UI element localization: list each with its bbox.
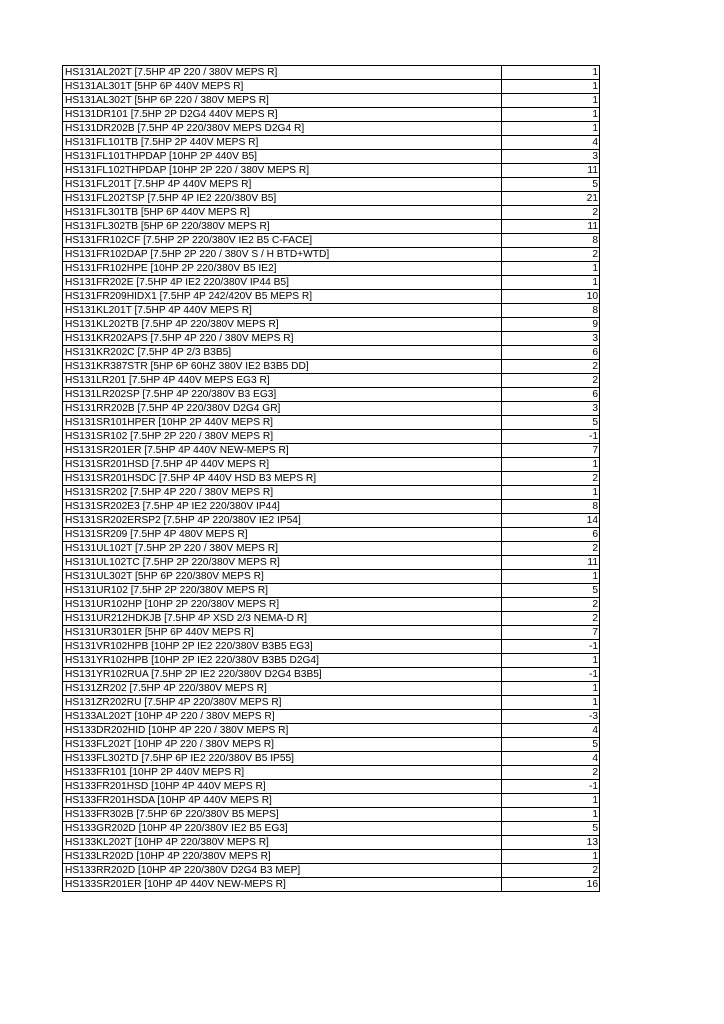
item-description-cell: HS131KR202APS [7.5HP 4P 220 / 380V MEPS R] [63,332,502,346]
item-description-cell: HS131FL201T [7.5HP 4P 440V MEPS R] [63,178,502,192]
table-row [63,696,600,710]
table-row [63,836,600,850]
item-description-cell: HS131DR101 [7.5HP 2P D2G4 440V MEPS R] [63,108,502,122]
item-description-cell: HS131AL202T [7.5HP 4P 220 / 380V MEPS R] [63,66,502,80]
quantity-cell: 8 [502,500,600,514]
table-row [63,528,600,542]
table-row [63,276,600,290]
item-description-cell: HS131KR202C [7.5HP 4P 2/3 B3B5] [63,346,502,360]
table-row [63,178,600,192]
quantity-cell: 1 [502,108,600,122]
quantity-cell: 3 [502,402,600,416]
quantity-cell: 13 [502,836,600,850]
table-row [63,66,600,80]
item-description-cell: HS131SR202 [7.5HP 4P 220 / 380V MEPS R] [63,486,502,500]
table-row [63,598,600,612]
table-row [63,584,600,598]
quantity-cell: 1 [502,570,600,584]
table-row [63,710,600,724]
item-description-cell: HS131SR209 [7.5HP 4P 480V MEPS R] [63,528,502,542]
table-row [63,808,600,822]
quantity-cell: 5 [502,738,600,752]
table-row [63,220,600,234]
quantity-cell: -1 [502,640,600,654]
quantity-cell: 1 [502,122,600,136]
quantity-cell: 2 [502,374,600,388]
item-description-cell: HS133SR201ER [10HP 4P 440V NEW-MEPS R] [63,878,502,892]
item-description-cell: HS131SR201HSDC [7.5HP 4P 440V HSD B3 MEPS R] [63,472,502,486]
table-row [63,752,600,766]
item-description-cell: HS131UR102HP [10HP 2P 220/380V MEPS R] [63,598,502,612]
item-description-cell: HS131SR201HSD [7.5HP 4P 440V MEPS R] [63,458,502,472]
item-description-cell: HS131KL202TB [7.5HP 4P 220/380V MEPS R] [63,318,502,332]
quantity-cell: 11 [502,220,600,234]
table-row [63,514,600,528]
table-row [63,500,600,514]
table-row [63,122,600,136]
table-row [63,248,600,262]
item-description-cell: HS131YR102RUA [7.5HP 2P IE2 220/380V D2G4 B3B5] [63,668,502,682]
table-row [63,108,600,122]
item-description-cell: HS131ZR202RU [7.5HP 4P 220/380V MEPS R] [63,696,502,710]
item-description-cell: HS131FL302TB [5HP 6P 220/380V MEPS R] [63,220,502,234]
quantity-cell: 7 [502,626,600,640]
quantity-cell: 7 [502,444,600,458]
table-row [63,262,600,276]
table-row [63,738,600,752]
item-description-cell: HS131UR301ER [5HP 6P 440V MEPS R] [63,626,502,640]
quantity-cell: 5 [502,178,600,192]
item-description-cell: HS131FR202E [7.5HP 4P IE2 220/380V IP44 B5] [63,276,502,290]
table-row [63,640,600,654]
item-description-cell: HS131SR102 [7.5HP 2P 220 / 380V MEPS R] [63,430,502,444]
table-row [63,612,600,626]
quantity-cell: 2 [502,598,600,612]
quantity-cell: 21 [502,192,600,206]
item-description-cell: HS131KR387STR [5HP 6P 60HZ 380V IE2 B3B5 DD] [63,360,502,374]
table-row [63,346,600,360]
inventory-table [62,65,600,892]
quantity-cell: 14 [502,514,600,528]
item-description-cell: HS131UR212HDKJB [7.5HP 4P XSD 2/3 NEMA-D R] [63,612,502,626]
table-row [63,360,600,374]
quantity-cell: -1 [502,780,600,794]
quantity-cell: 8 [502,234,600,248]
quantity-cell: 3 [502,332,600,346]
table-row [63,822,600,836]
item-description-cell: HS131AL302T [5HP 6P 220 / 380V MEPS R] [63,94,502,108]
item-description-cell: HS131FL202TSP [7.5HP 4P IE2 220/380V B5] [63,192,502,206]
quantity-cell: 10 [502,290,600,304]
item-description-cell: HS131UL102TC [7.5HP 2P 220/380V MEPS R] [63,556,502,570]
quantity-cell: 2 [502,248,600,262]
table-row [63,374,600,388]
quantity-cell: 1 [502,80,600,94]
item-description-cell: HS133FR201HSDA [10HP 4P 440V MEPS R] [63,794,502,808]
table-row [63,234,600,248]
item-description-cell: HS133FL202T [10HP 4P 220 / 380V MEPS R] [63,738,502,752]
quantity-cell: 2 [502,472,600,486]
table-row [63,766,600,780]
quantity-cell: 1 [502,94,600,108]
quantity-cell: 2 [502,864,600,878]
table-row [63,388,600,402]
table-row [63,150,600,164]
quantity-cell: 6 [502,388,600,402]
item-description-cell: HS133FR101 [10HP 2P 440V MEPS R] [63,766,502,780]
item-description-cell: HS131FL101TB [7.5HP 2P 440V MEPS R] [63,136,502,150]
quantity-cell: -3 [502,710,600,724]
table-row [63,192,600,206]
quantity-cell: 1 [502,486,600,500]
quantity-cell: 8 [502,304,600,318]
table-row [63,486,600,500]
item-description-cell: HS131FL301TB [5HP 6P 440V MEPS R] [63,206,502,220]
quantity-cell: 11 [502,164,600,178]
item-description-cell: HS133LR202D [10HP 4P 220/380V MEPS R] [63,850,502,864]
table-row [63,864,600,878]
quantity-cell: 2 [502,542,600,556]
item-description-cell: HS131UR102 [7.5HP 2P 220/380V MEPS R] [63,584,502,598]
table-row [63,304,600,318]
item-description-cell: HS131LR202SP [7.5HP 4P 220/380V B3 EG3] [63,388,502,402]
quantity-cell: 5 [502,822,600,836]
quantity-cell: 9 [502,318,600,332]
quantity-cell: 1 [502,262,600,276]
quantity-cell: 1 [502,850,600,864]
item-description-cell: HS131SR202E3 [7.5HP 4P IE2 220/380V IP44] [63,500,502,514]
quantity-cell: 1 [502,808,600,822]
quantity-cell: 1 [502,654,600,668]
quantity-cell: 4 [502,136,600,150]
item-description-cell: HS131KL201T [7.5HP 4P 440V MEPS R] [63,304,502,318]
table-row [63,780,600,794]
item-description-cell: HS131YR102HPB [10HP 2P IE2 220/380V B3B5 D2G4] [63,654,502,668]
table-row [63,570,600,584]
item-description-cell: HS131FL102THPDAP [10HP 2P 220 / 380V MEPS R] [63,164,502,178]
table-row [63,654,600,668]
item-description-cell: HS131FR102HPE [10HP 2P 220/380V B5 IE2] [63,262,502,276]
item-description-cell: HS131UL102T [7.5HP 2P 220 / 380V MEPS R] [63,542,502,556]
quantity-cell: 4 [502,724,600,738]
item-description-cell: HS131SR201ER [7.5HP 4P 440V NEW-MEPS R] [63,444,502,458]
quantity-cell: 1 [502,458,600,472]
table-row [63,472,600,486]
table-row [63,402,600,416]
table-row [63,850,600,864]
table-row [63,626,600,640]
item-description-cell: HS133FR302B [7.5HP 6P 220/380V B5 MEPS] [63,808,502,822]
table-row [63,318,600,332]
quantity-cell: 2 [502,612,600,626]
item-description-cell: HS131AL301T [5HP 6P 440V MEPS R] [63,80,502,94]
quantity-cell: 1 [502,66,600,80]
item-description-cell: HS131FR209HIDX1 [7.5HP 4P 242/420V B5 MEPS R] [63,290,502,304]
item-description-cell: HS131SR101HPER [10HP 2P 440V MEPS R] [63,416,502,430]
item-description-cell: HS131FR102DAP [7.5HP 2P 220 / 380V S / H BTD+WTD] [63,248,502,262]
quantity-cell: 2 [502,766,600,780]
quantity-cell: 1 [502,682,600,696]
table-row [63,668,600,682]
item-description-cell: HS131FR102CF [7.5HP 2P 220/380V IE2 B5 C-FACE] [63,234,502,248]
item-description-cell: HS131UL302T [5HP 6P 220/380V MEPS R] [63,570,502,584]
quantity-cell: 4 [502,752,600,766]
table-row [63,136,600,150]
quantity-cell: 6 [502,346,600,360]
item-description-cell: HS131FL101THPDAP [10HP 2P 440V B5] [63,150,502,164]
quantity-cell: 2 [502,206,600,220]
table-row [63,430,600,444]
table-row [63,332,600,346]
quantity-cell: -1 [502,668,600,682]
table-row [63,682,600,696]
quantity-cell: 2 [502,360,600,374]
table-row [63,290,600,304]
item-description-cell: HS133DR202HID [10HP 4P 220 / 380V MEPS R] [63,724,502,738]
item-description-cell: HS133FR201HSD [10HP 4P 440V MEPS R] [63,780,502,794]
quantity-cell: 5 [502,416,600,430]
item-description-cell: HS131VR102HPB [10HP 2P IE2 220/380V B3B5 EG3] [63,640,502,654]
quantity-cell: 1 [502,276,600,290]
table-row [63,444,600,458]
quantity-cell: -1 [502,430,600,444]
table-row [63,542,600,556]
quantity-cell: 16 [502,878,600,892]
item-description-cell: HS133RR202D [10HP 4P 220/380V D2G4 B3 MEP] [63,864,502,878]
table-row [63,794,600,808]
item-description-cell: HS131RR202B [7.5HP 4P 220/380V D2G4 GR] [63,402,502,416]
item-description-cell: HS131SR202ERSP2 [7.5HP 4P 220/380V IE2 IP54] [63,514,502,528]
item-description-cell: HS133FL302TD [7.5HP 6P IE2 220/380V B5 IP55] [63,752,502,766]
quantity-cell: 1 [502,696,600,710]
item-description-cell: HS131DR202B [7.5HP 4P 220/380V MEPS D2G4 R] [63,122,502,136]
table-row [63,724,600,738]
item-description-cell: HS133GR202D [10HP 4P 220/380V IE2 B5 EG3] [63,822,502,836]
item-description-cell: HS133KL202T [10HP 4P 220/380V MEPS R] [63,836,502,850]
table-row [63,556,600,570]
quantity-cell: 1 [502,794,600,808]
item-description-cell: HS131LR201 [7.5HP 4P 440V MEPS EG3 R] [63,374,502,388]
table-row [63,416,600,430]
table-row [63,458,600,472]
table-row [63,164,600,178]
quantity-cell: 5 [502,584,600,598]
table-row [63,878,600,892]
table-row [63,94,600,108]
quantity-cell: 6 [502,528,600,542]
quantity-cell: 11 [502,556,600,570]
table-row [63,206,600,220]
table-row [63,80,600,94]
quantity-cell: 3 [502,150,600,164]
item-description-cell: HS131ZR202 [7.5HP 4P 220/380V MEPS R] [63,682,502,696]
inventory-table-body [63,66,600,892]
item-description-cell: HS133AL202T [10HP 4P 220 / 380V MEPS R] [63,710,502,724]
